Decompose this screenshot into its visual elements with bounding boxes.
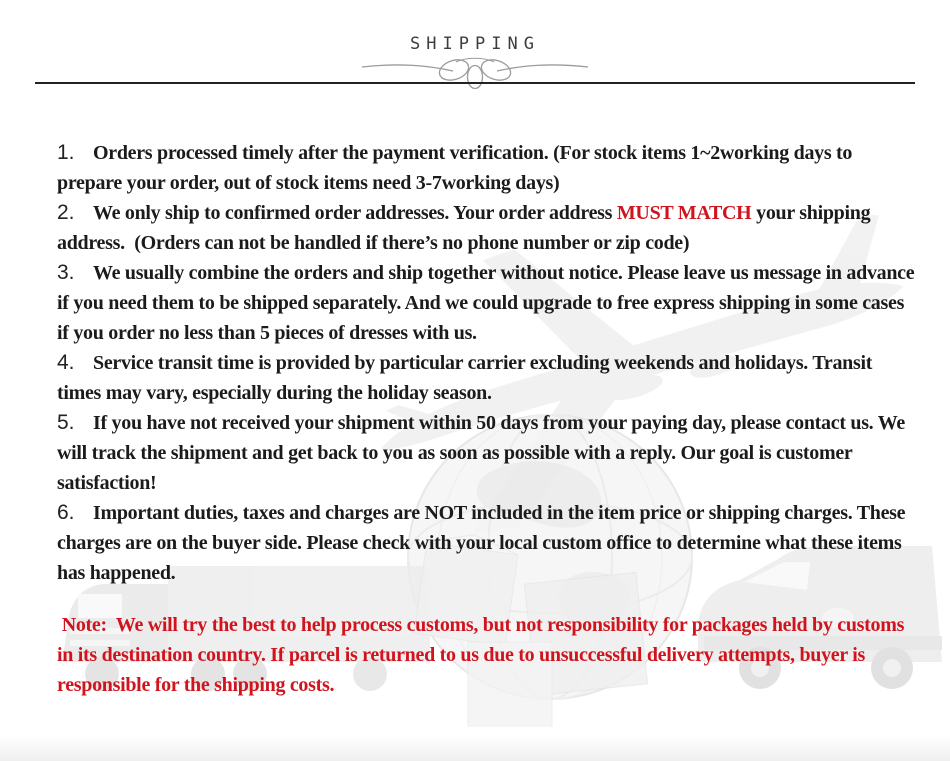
term-text: Service transit time is provided by particular carrier excluding weekends and holidays. Transit times may vary, especially during the holiday season. — [57, 352, 877, 404]
term-text: Important duties, taxes and charges are NOT included in the item price or shipping charges. These charges are on the buyer side. Please check with your local custom office to determine what these items has happened. — [57, 502, 910, 584]
item-number: 2. — [57, 201, 75, 224]
list-item — [57, 138, 917, 198]
list-item — [57, 348, 917, 408]
bottom-fade — [0, 735, 950, 761]
item-number: 1. — [57, 141, 75, 164]
list-item — [57, 408, 917, 498]
list-item — [57, 198, 917, 258]
list-item — [57, 498, 917, 588]
item-number: 4. — [57, 351, 75, 374]
term-text: your shipping address. (Orders can not be handled if there’s no phone number or zip code) — [57, 202, 875, 254]
section-header — [0, 34, 950, 89]
customs-note: Note: We will try the best to help process customs, but not responsibility for packages held by customs in its destination country. If parcel is returned to us due to unsuccessful delivery attempts, buyer is responsible for the shipping costs. — [57, 614, 909, 696]
item-number: 6. — [57, 501, 75, 524]
term-text: Orders processed timely after the payment verification. (For stock items 1~2working days to prepare your order, out of stock items need 3-7working days) — [57, 142, 857, 194]
item-number: 5. — [57, 411, 75, 434]
term-text: We only ship to confirmed order addresses. Your order address — [93, 202, 617, 224]
shipping-terms-list — [57, 138, 920, 588]
section-title: SHIPPING — [410, 34, 540, 54]
divider-line — [35, 82, 915, 84]
highlight-text: MUST MATCH — [616, 202, 752, 224]
list-item — [57, 258, 920, 348]
term-text: If you have not received your shipment within 50 days from your paying day, please contact us. We will track the shipment and get back to you as soon as possible with a reply. Our goal is customer satisfaction! — [57, 412, 910, 494]
term-text: We usually combine the orders and ship together without notice. Please leave us message in advance if you need them to be shipped separately. And we could upgrade to free express shipping in some cases if you order no less than 5 pieces of dresses with us. — [57, 262, 920, 344]
item-number: 3. — [57, 261, 75, 284]
